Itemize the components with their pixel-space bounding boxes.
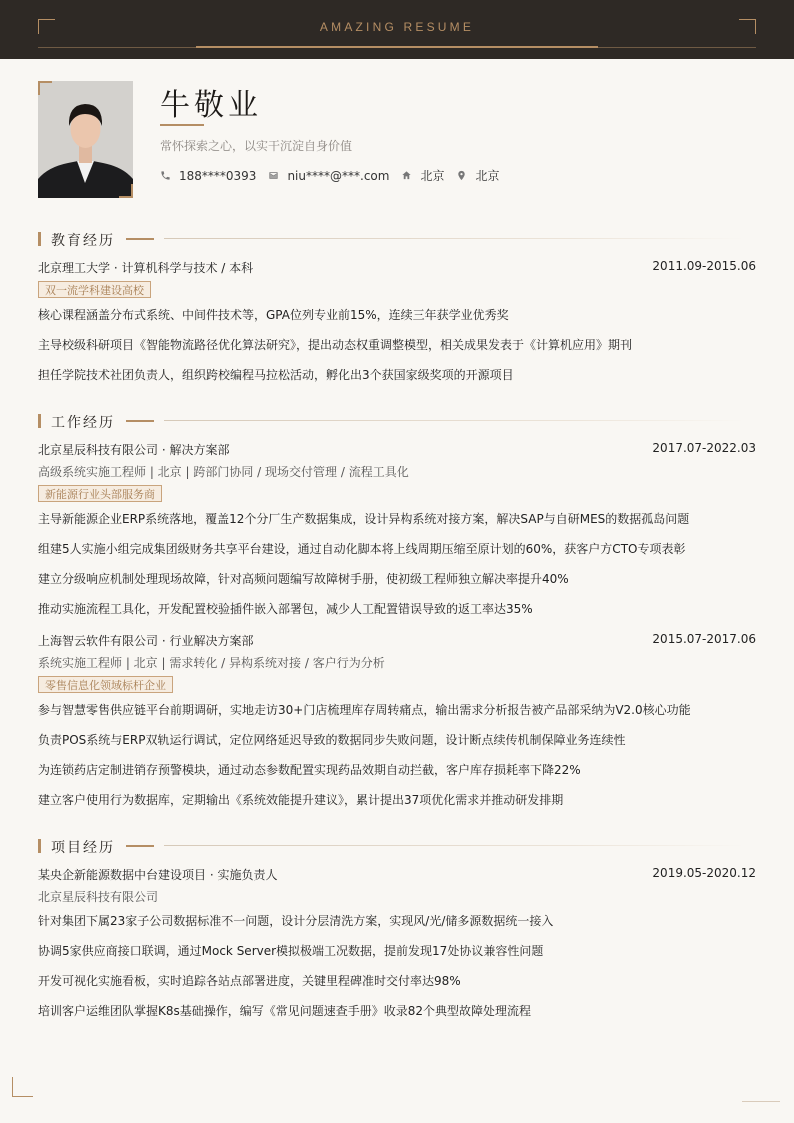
job-entry-header <box>38 441 756 458</box>
profile-photo <box>38 81 133 198</box>
phone-number: 188****0393 <box>179 168 257 183</box>
header-divider-accent <box>196 46 598 48</box>
project-bullet: 培训客户运维团队掌握K8s基础操作，编写《常见问题速查手册》收录82个典型故障处理流程 <box>38 1004 532 1018</box>
job-bullet: 参与智慧零售供应链平台前期调研，实地走访30+门店梳理库存周转痛点，输出需求分析报告被产品部采纳为V2.0核心功能 <box>38 703 691 717</box>
contact-location <box>456 167 499 184</box>
section-divider <box>164 420 744 421</box>
job-bullet: 主导新能源企业ERP系统落地，覆盖12个分厂生产数据集成，设计异构系统对接方案，解决SAP与自研MES的数据孤岛问题 <box>38 512 690 526</box>
education-bullet: 主导校级科研项目《智能物流路径优化算法研究》，提出动态权重调整模型，相关成果发表于《计算机应用》期刊 <box>38 338 633 352</box>
company-and-department: 上海智云软件有限公司 · 行业解决方案部 <box>38 634 254 648</box>
project-organization: 北京星辰科技有限公司 <box>38 890 159 904</box>
location-pin-icon <box>456 170 467 181</box>
phone-icon <box>160 170 171 181</box>
education-bullet: 担任学院技术社团负责人，组织跨校编程马拉松活动，孵化出3个获国家级奖项的开源项目 <box>38 368 514 382</box>
corner-ornament-bottom-left <box>12 1077 33 1097</box>
company-and-department: 北京星辰科技有限公司 · 解决方案部 <box>38 443 230 457</box>
home-icon <box>401 170 412 181</box>
hometown: 北京 <box>420 169 445 183</box>
section-marker <box>38 232 41 246</box>
education-entry-header <box>38 259 756 276</box>
education-dates: 2011.09-2015.06 <box>652 259 756 273</box>
section-accent-line <box>126 845 154 847</box>
section-header-projects <box>38 838 756 854</box>
section-title: 项目经历 <box>51 840 115 856</box>
company-tag-badge: 零售信息化领域标杆企业 <box>38 676 173 693</box>
school-tag-badge: 双一流学科建设高校 <box>38 281 151 298</box>
current-location: 北京 <box>475 169 500 183</box>
job-bullet: 建立客户使用行为数据库，定期输出《系统效能提升建议》，累计提出37项优化需求并推动研发排期 <box>38 793 564 807</box>
job-bullet: 推动实施流程工具化，开发配置校验插件嵌入部署包，减少人工配置错误导致的返工率达35% <box>38 602 533 616</box>
section-marker <box>38 414 41 428</box>
job-bullet: 组建5人实施小组完成集团级财务共享平台建设，通过自动化脚本将上线周期压缩至原计划的60%，获客户方CTO专项表彰 <box>38 542 686 556</box>
job-dates: 2015.07-2017.06 <box>652 632 756 646</box>
project-bullet: 开发可视化实施看板，实时追踪各站点部署进度，关键里程碑准时交付率达98% <box>38 974 461 988</box>
company-tag-badge: 新能源行业头部服务商 <box>38 485 162 502</box>
section-header-education <box>38 231 756 247</box>
job-bullet: 负责POS系统与ERP双轨运行调试，定位网络延迟导致的数据同步失败问题，设计断点续传机制保障业务连续性 <box>38 733 626 747</box>
project-entry-header <box>38 866 756 883</box>
person-portrait-icon <box>38 81 133 198</box>
education-bullet: 核心课程涵盖分布式系统、中间件技术等，GPA位列专业前15%，连续三年获学业优秀奖 <box>38 308 509 322</box>
contact-info <box>160 167 511 184</box>
contact-email <box>268 169 389 183</box>
contact-phone <box>160 169 256 183</box>
job-role-line: 系统实施工程师 | 北京 | 需求转化 / 异构系统对接 / 客户行为分析 <box>38 656 385 670</box>
contact-hometown <box>401 167 444 184</box>
email-address: niu****@***.com <box>287 168 390 183</box>
footer-ornament-line <box>742 1101 780 1102</box>
photo-corner-ornament <box>38 81 52 95</box>
job-bullet: 为连锁药店定制进销存预警模块，通过动态参数配置实现药品效期自动拦截，客户库存损耗率下降22% <box>38 763 581 777</box>
project-bullet: 针对集团下属23家子公司数据标准不一问题，设计分层清洗方案，实现风/光/储多源数据统一接入 <box>38 914 554 928</box>
mail-icon <box>268 170 279 181</box>
job-role-line: 高级系统实施工程师 | 北京 | 跨部门协同 / 现场交付管理 / 流程工具化 <box>38 465 409 479</box>
header-title: AMAZING RESUME <box>319 20 475 34</box>
section-title: 工作经历 <box>51 415 115 431</box>
photo-corner-ornament <box>119 184 133 198</box>
section-title: 教育经历 <box>51 233 115 249</box>
job-dates: 2017.07-2022.03 <box>652 441 756 455</box>
project-bullet: 协调5家供应商接口联调，通过Mock Server模拟极端工况数据，提前发现17处协议兼容性问题 <box>38 944 544 958</box>
job-entry-header <box>38 632 756 649</box>
candidate-name: 牛敬业 <box>160 88 262 123</box>
section-divider <box>164 845 744 846</box>
section-marker <box>38 839 41 853</box>
section-accent-line <box>126 420 154 422</box>
name-underline <box>160 124 204 126</box>
school-and-major: 北京理工大学 · 计算机科学与技术 / 本科 <box>38 261 254 275</box>
section-header-work <box>38 413 756 429</box>
section-divider <box>164 238 744 239</box>
job-bullet: 建立分级响应机制处理现场故障，针对高频问题编写故障树手册，使初级工程师独立解决率提升40% <box>38 572 569 586</box>
project-name-and-role: 某央企新能源数据中台建设项目 · 实施负责人 <box>38 868 278 882</box>
project-dates: 2019.05-2020.12 <box>652 866 756 880</box>
section-accent-line <box>126 238 154 240</box>
candidate-tagline: 常怀探索之心，以实干沉淀自身价值 <box>160 139 353 153</box>
